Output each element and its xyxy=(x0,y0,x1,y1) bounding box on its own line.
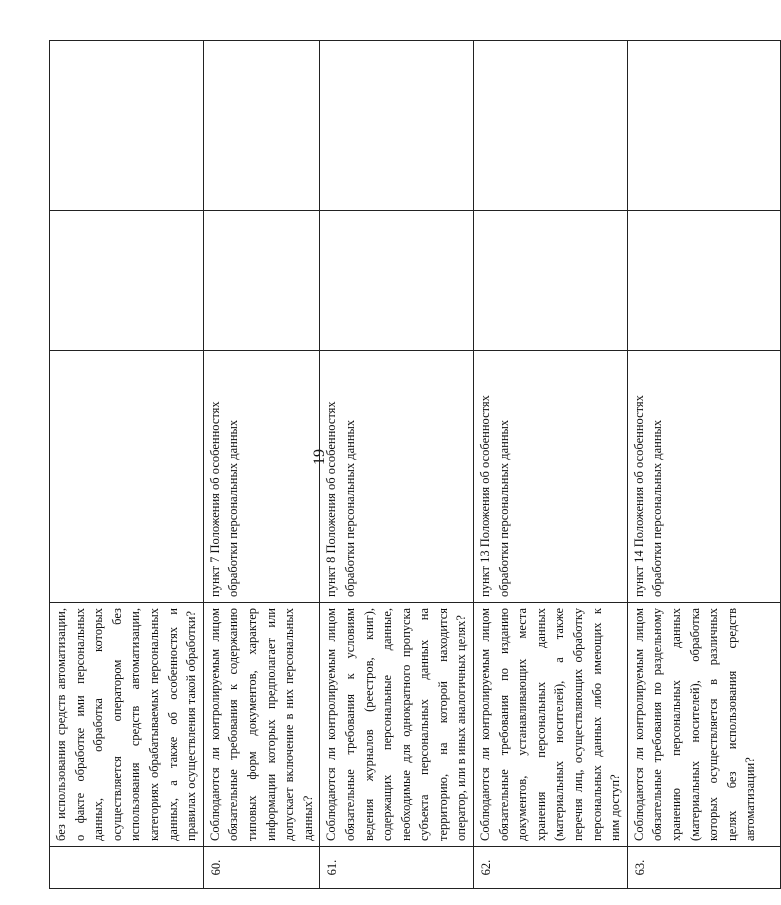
answer-cell xyxy=(474,211,628,351)
checklist-table-frame xyxy=(49,41,758,889)
table-row xyxy=(203,41,320,889)
requirement-question: Соблюдаются ли контролируемым лицом обязательные требования к условиям ведения журналов (реестров, книг), содержащих персональные данные, необходимые для однократного пропуска субъекта персональных данных на территорию, на которой находится оператор, или в иных аналогичных целях? xyxy=(320,603,474,847)
row-number: 60. xyxy=(203,847,320,889)
answer-cell xyxy=(50,211,204,351)
checklist-table-rotated xyxy=(49,41,758,889)
note-cell xyxy=(320,41,474,211)
requirement-question: без использования средств автоматизации, о факте обработке ими персональных данных, обработка которых осуществляется оператором без использования средств автоматизации, категориях обрабатываемых персональных данных, а также об особенностях и правилах осуществления такой обработки? xyxy=(50,603,204,847)
table-row xyxy=(627,41,780,889)
legal-reference: пункт 14 Положения об особенностях обработки персональных данных xyxy=(627,351,780,603)
table-row xyxy=(50,41,204,889)
legal-reference xyxy=(50,351,204,603)
requirement-question: Соблюдаются ли контролируемым лицом обязательные требования к содержанию типовых форм документов, характер информации которых предполагает или допускает включение в них персональных данных? xyxy=(203,603,320,847)
table-row xyxy=(474,41,628,889)
answer-cell xyxy=(320,211,474,351)
answer-cell xyxy=(627,211,780,351)
note-cell xyxy=(627,41,780,211)
page-number: 19 xyxy=(311,449,328,465)
row-number xyxy=(50,847,204,889)
note-cell xyxy=(50,41,204,211)
legal-reference: пункт 7 Положения об особенностях обработки персональных данных xyxy=(203,351,320,603)
checklist-table xyxy=(49,40,781,889)
requirement-question: Соблюдаются ли контролируемым лицом обязательные требования по раздельному хранению персональных данных (материальных носителей), обработка которых осуществляется в различных целях без использования средств автоматизации? xyxy=(627,603,780,847)
note-cell xyxy=(203,41,320,211)
legal-reference: пункт 13 Положения об особенностях обработки персональных данных xyxy=(474,351,628,603)
legal-reference: пункт 8 Положения об особенностях обработки персональных данных xyxy=(320,351,474,603)
requirement-question: Соблюдаются ли контролируемым лицом обязательные требования по изданию документов, устанавливающих места хранения персональных данных (материальных носителей), а также перечня лиц, осуществляющих обработку персональных данных либо имеющих к ним доступ? xyxy=(474,603,628,847)
row-number: 62. xyxy=(474,847,628,889)
answer-cell xyxy=(203,211,320,351)
row-number: 63. xyxy=(627,847,780,889)
note-cell xyxy=(474,41,628,211)
row-number: 61. xyxy=(320,847,474,889)
table-row xyxy=(320,41,474,889)
